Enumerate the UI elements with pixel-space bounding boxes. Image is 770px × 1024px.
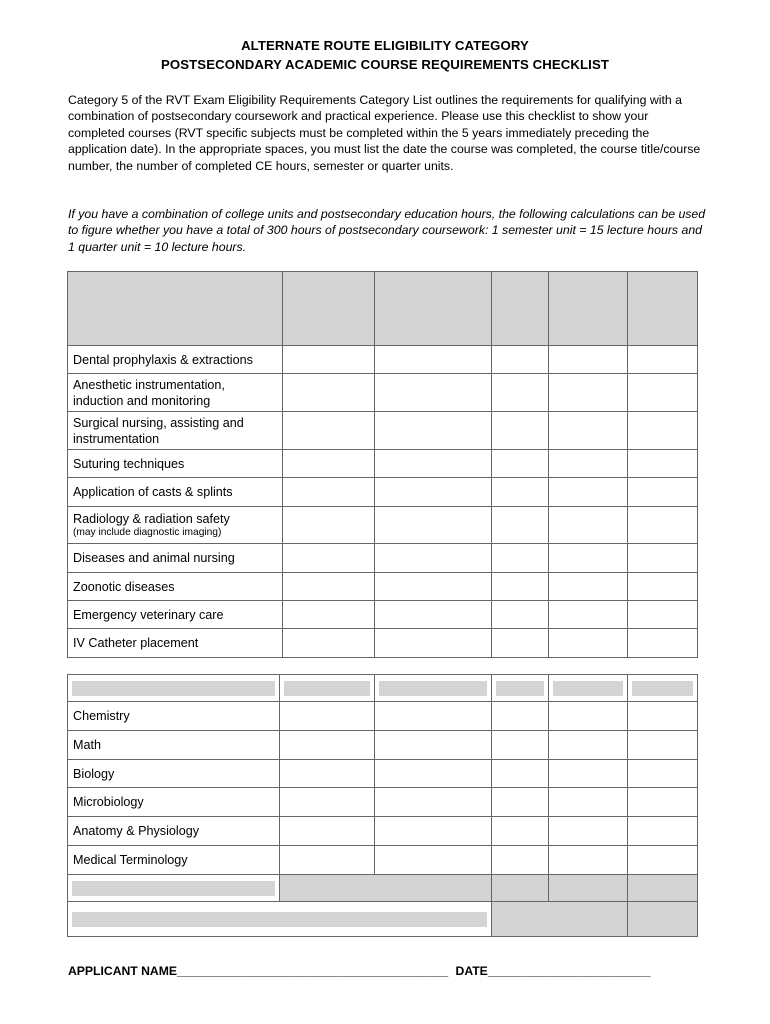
course-title-field[interactable] <box>375 412 492 450</box>
semester-units-field[interactable] <box>549 507 628 544</box>
course-subject-label: Surgical nursing, assisting and instrumentation <box>68 412 283 450</box>
header-cell <box>628 675 698 702</box>
date-completed-field[interactable] <box>280 760 375 788</box>
applicant-name-label: APPLICANT NAME <box>68 964 178 978</box>
table-row <box>68 760 698 788</box>
header-cell <box>375 675 492 702</box>
ce-hours-field[interactable] <box>492 573 549 601</box>
header-cell <box>283 272 375 346</box>
course-subject-label: Anesthetic instrumentation, induction and monitoring <box>68 374 283 412</box>
header-bar <box>496 681 544 696</box>
header-bar <box>379 681 487 696</box>
semester-units-field[interactable] <box>549 817 628 846</box>
semester-units-field[interactable] <box>549 731 628 760</box>
table-row <box>68 450 698 478</box>
ce-hours-field[interactable] <box>492 629 549 658</box>
ce-hours-field[interactable] <box>492 788 549 817</box>
header-bar <box>553 681 623 696</box>
intro-paragraph: Category 5 of the RVT Exam Eligibility Requirements Category List outlines the requirements for qualifying with a combination of postsecondary coursework and practical experience. Please use this checklist to show your completed courses (RVT specific subjects must be completed within the 5 years immediately preceding the application date). In the appropriate spaces, you must list the date the course was completed, the course title/course number, the number of completed CE hours, semester or quarter units. <box>68 93 701 173</box>
course-subject-label: Microbiology <box>68 788 280 817</box>
course-title-field[interactable] <box>375 478 492 507</box>
ce-hours-field[interactable] <box>492 846 549 875</box>
ce-hours-field[interactable] <box>492 601 549 629</box>
quarter-units-field[interactable] <box>628 374 698 412</box>
course-subject-label: Biology <box>68 760 280 788</box>
signature-line <box>68 964 708 978</box>
subtotal-ce-hours-cell <box>492 875 549 902</box>
course-title-field[interactable] <box>375 846 492 875</box>
subtotal-row <box>68 875 698 902</box>
header-cell <box>280 675 375 702</box>
header-cell <box>68 675 280 702</box>
semester-units-field[interactable] <box>549 702 628 731</box>
header-bar <box>72 681 275 696</box>
semester-units-field[interactable] <box>549 478 628 507</box>
table-row <box>68 702 698 731</box>
semester-units-field[interactable] <box>549 346 628 374</box>
date-completed-field[interactable] <box>283 412 375 450</box>
date-completed-field[interactable] <box>283 478 375 507</box>
total-row <box>68 902 698 937</box>
document-title-line1: ALTERNATE ROUTE ELIGIBILITY CATEGORY <box>241 38 529 53</box>
header-cell <box>492 675 549 702</box>
date-completed-field[interactable] <box>283 629 375 658</box>
subtotal-quarter-cell <box>628 875 698 902</box>
table-row <box>68 846 698 875</box>
ce-hours-field[interactable] <box>492 412 549 450</box>
total-label-cell <box>68 902 492 937</box>
table-row <box>68 346 698 374</box>
quarter-units-field[interactable] <box>628 817 698 846</box>
semester-units-field[interactable] <box>549 573 628 601</box>
header-bar <box>632 681 693 696</box>
table-row <box>68 788 698 817</box>
ce-hours-field[interactable] <box>492 544 549 573</box>
quarter-units-field[interactable] <box>628 573 698 601</box>
quarter-units-field[interactable] <box>628 760 698 788</box>
course-title-field[interactable] <box>375 817 492 846</box>
quarter-units-field[interactable] <box>628 412 698 450</box>
course-subject-label: Math <box>68 731 280 760</box>
course-subject-label: Diseases and animal nursing <box>68 544 283 573</box>
course-title-field[interactable] <box>375 374 492 412</box>
course-subject-label: Zoonotic diseases <box>68 573 283 601</box>
table-row <box>68 817 698 846</box>
course-title-field[interactable] <box>375 760 492 788</box>
total-quarter-cell <box>628 902 698 937</box>
semester-units-field[interactable] <box>549 450 628 478</box>
date-completed-field[interactable] <box>280 731 375 760</box>
subtotal-semester-cell <box>549 875 628 902</box>
date-completed-field[interactable] <box>283 346 375 374</box>
table-row <box>68 507 698 544</box>
semester-units-field[interactable] <box>549 412 628 450</box>
semester-units-field[interactable] <box>549 788 628 817</box>
table-header-row <box>68 675 698 702</box>
quarter-units-field[interactable] <box>628 702 698 731</box>
semester-units-field[interactable] <box>549 760 628 788</box>
course-subject-label: Medical Terminology <box>68 846 280 875</box>
quarter-units-field[interactable] <box>628 544 698 573</box>
ce-hours-field[interactable] <box>492 507 549 544</box>
course-subject-note: (may include diagnostic imaging) <box>73 527 222 538</box>
semester-units-field[interactable] <box>549 544 628 573</box>
rvt-subjects-table <box>67 271 698 658</box>
quarter-units-field[interactable] <box>628 788 698 817</box>
course-subject-label: Application of casts & splints <box>68 478 283 507</box>
applicant-name-field[interactable]: ________________________________________ <box>177 964 449 978</box>
course-subject-label: Dental prophylaxis & extractions <box>68 346 283 374</box>
course-title-field[interactable] <box>375 601 492 629</box>
table-row <box>68 412 698 450</box>
quarter-units-field[interactable] <box>628 731 698 760</box>
date-completed-field[interactable] <box>280 788 375 817</box>
semester-units-field[interactable] <box>549 629 628 658</box>
semester-units-field[interactable] <box>549 846 628 875</box>
science-subjects-table <box>67 674 698 937</box>
date-label: DATE <box>455 964 488 978</box>
course-subject-label: IV Catheter placement <box>68 629 283 658</box>
table-row <box>68 374 698 412</box>
header-bar <box>284 681 370 696</box>
course-subject-label: Anatomy & Physiology <box>68 817 280 846</box>
header-cell <box>492 272 549 346</box>
quarter-units-field[interactable] <box>628 450 698 478</box>
date-completed-field[interactable] <box>283 573 375 601</box>
table-row <box>68 731 698 760</box>
ce-hours-field[interactable] <box>492 346 549 374</box>
conversion-note: If you have a combination of college units and postsecondary education hours, the following calculations can be used to figure whether you have a total of 300 hours of postsecondary coursework: 1 semester unit = 15 lecture hours and 1 quarter unit = 10 lecture hours. <box>68 207 706 254</box>
quarter-units-field[interactable] <box>628 478 698 507</box>
course-title-field[interactable] <box>375 573 492 601</box>
total-shaded-cell <box>492 902 628 937</box>
subtotal-label-cell <box>68 875 280 902</box>
semester-units-field[interactable] <box>549 374 628 412</box>
course-title-field[interactable] <box>375 507 492 544</box>
header-cell <box>628 272 698 346</box>
ce-hours-field[interactable] <box>492 478 549 507</box>
quarter-units-field[interactable] <box>628 346 698 374</box>
header-cell <box>549 675 628 702</box>
date-completed-field[interactable] <box>283 507 375 544</box>
document-title-line2: POSTSECONDARY ACADEMIC COURSE REQUIREMENTS CHECKLIST <box>161 57 609 72</box>
table-row <box>68 478 698 507</box>
date-completed-field[interactable] <box>280 817 375 846</box>
header-cell <box>375 272 492 346</box>
table-row <box>68 573 698 601</box>
date-completed-field[interactable] <box>283 601 375 629</box>
date-completed-field[interactable] <box>283 544 375 573</box>
subtotal-label-bar <box>72 881 275 896</box>
course-title-field[interactable] <box>375 731 492 760</box>
ce-hours-field[interactable] <box>492 817 549 846</box>
header-cell <box>549 272 628 346</box>
ce-hours-field[interactable] <box>492 450 549 478</box>
ce-hours-field[interactable] <box>492 374 549 412</box>
subtotal-shaded-cell <box>280 875 492 902</box>
course-title-field[interactable] <box>375 788 492 817</box>
ce-hours-field[interactable] <box>492 760 549 788</box>
course-subject-label: Suturing techniques <box>68 450 283 478</box>
course-title-field[interactable] <box>375 346 492 374</box>
table-row <box>68 601 698 629</box>
course-subject-label: Emergency veterinary care <box>68 601 283 629</box>
quarter-units-field[interactable] <box>628 507 698 544</box>
course-title-field[interactable] <box>375 450 492 478</box>
quarter-units-field[interactable] <box>628 601 698 629</box>
course-subject-label: Chemistry <box>68 702 280 731</box>
table-row <box>68 629 698 658</box>
ce-hours-field[interactable] <box>492 702 549 731</box>
course-title-field[interactable] <box>375 702 492 731</box>
total-label-bar <box>72 912 487 927</box>
course-title-field[interactable] <box>375 629 492 658</box>
course-title-field[interactable] <box>375 544 492 573</box>
table-row <box>68 544 698 573</box>
quarter-units-field[interactable] <box>628 846 698 875</box>
ce-hours-field[interactable] <box>492 731 549 760</box>
table-header-row <box>68 272 698 346</box>
semester-units-field[interactable] <box>549 601 628 629</box>
quarter-units-field[interactable] <box>628 629 698 658</box>
course-subject-label: Radiology & radiation safety (may include diagnostic imaging) <box>68 507 283 544</box>
date-completed-field[interactable] <box>283 450 375 478</box>
date-completed-field[interactable] <box>280 702 375 731</box>
date-field[interactable]: ________________________ <box>487 964 651 978</box>
date-completed-field[interactable] <box>280 846 375 875</box>
date-completed-field[interactable] <box>283 374 375 412</box>
header-cell <box>68 272 283 346</box>
